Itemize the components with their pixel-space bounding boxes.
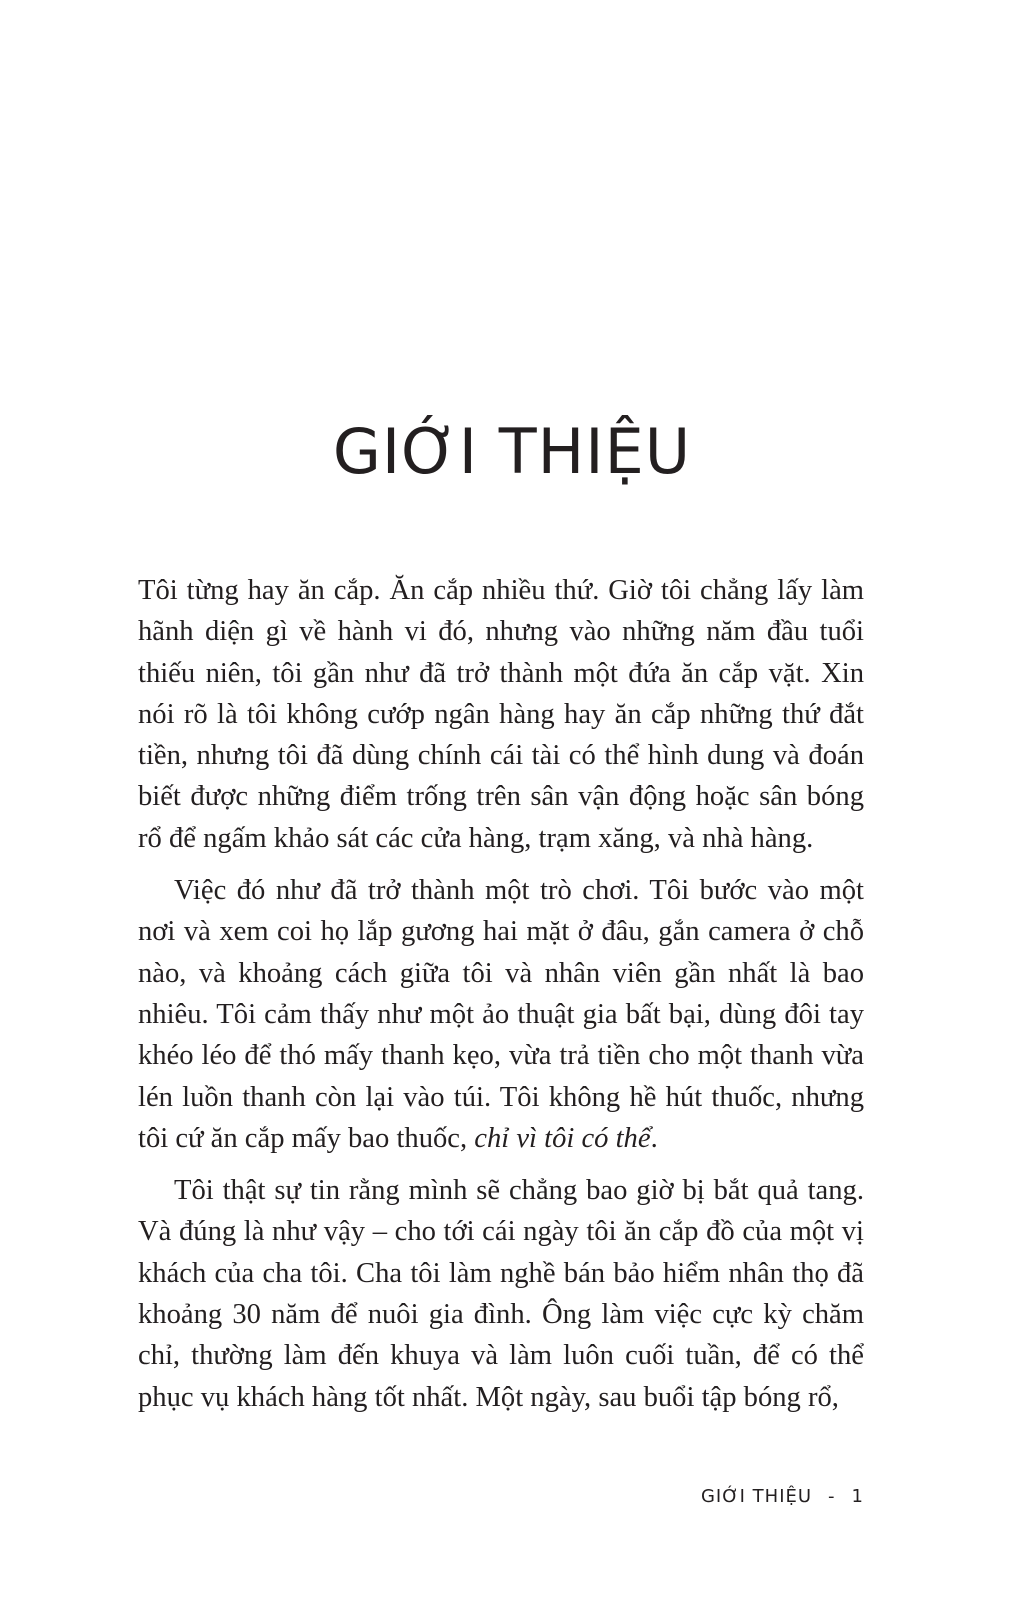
running-head: GIỚI THIỆU: [700, 1486, 813, 1507]
page-number: 1: [851, 1486, 864, 1507]
running-footer: [600, 1483, 864, 1511]
paragraph-2-text: Việc đó như đã trở thành một trò chơi. Tôi bước vào một nơi và xem coi họ lắp gương hai mặt ở đâu, gắn camera ở chỗ nào, và khoảng cách giữa tôi và nhân viên gần nhất là bao nhiêu. Tôi cảm thấy như một ảo thuật gia bất bại, dùng đôi tay khéo léo để thó mấy thanh kẹo, vừa trả tiền cho một thanh vừa lén luồn thanh còn lại vào túi. Tôi không hề hút thuốc, nhưng tôi cứ ăn cắp mấy bao thuốc,: [138, 875, 864, 1154]
paragraph-1: Tôi từng hay ăn cắp. Ăn cắp nhiều thứ. Giờ tôi chẳng lấy làm hãnh diện gì về hành vi đó, nhưng vào những năm đầu tuổi thiếu niên, tôi gần như đã trở thành một đứa ăn cắp vặt. Xin nói rõ là tôi không cướp ngân hàng hay ăn cắp những thứ đắt tiền, nhưng tôi đã dùng chính cái tài có thể hình dung và đoán biết được những điểm trống trên sân vận động hoặc sân bóng rổ để ngấm khảo sát các cửa hàng, trạm xăng, và nhà hàng.: [138, 575, 864, 854]
paragraph-2-emphasis: chỉ vì tôi có thể: [474, 1122, 651, 1154]
paragraph-2-end: .: [650, 1122, 658, 1154]
paragraph-3: Tôi thật sự tin rằng mình sẽ chẳng bao giờ bị bắt quả tang. Và đúng là như vậy – cho tới cái ngày tôi ăn cắp đồ của một vị khách của cha tôi. Cha tôi làm nghề bán bảo hiểm nhân thọ đã khoảng 30 năm để nuôi gia đình. Ông làm việc cực kỳ chăm chỉ, thường làm đến khuya và làm luôn cuối tuần, để có thể phục vụ khách hàng tốt nhất. Một ngày, sau buổi tập bóng rổ,: [138, 1175, 864, 1413]
paragraph-2: [138, 870, 864, 1159]
footer-separator: -: [828, 1486, 836, 1507]
body-text: [138, 570, 864, 1429]
chapter-title: GIỚI THIỆU: [332, 415, 692, 488]
